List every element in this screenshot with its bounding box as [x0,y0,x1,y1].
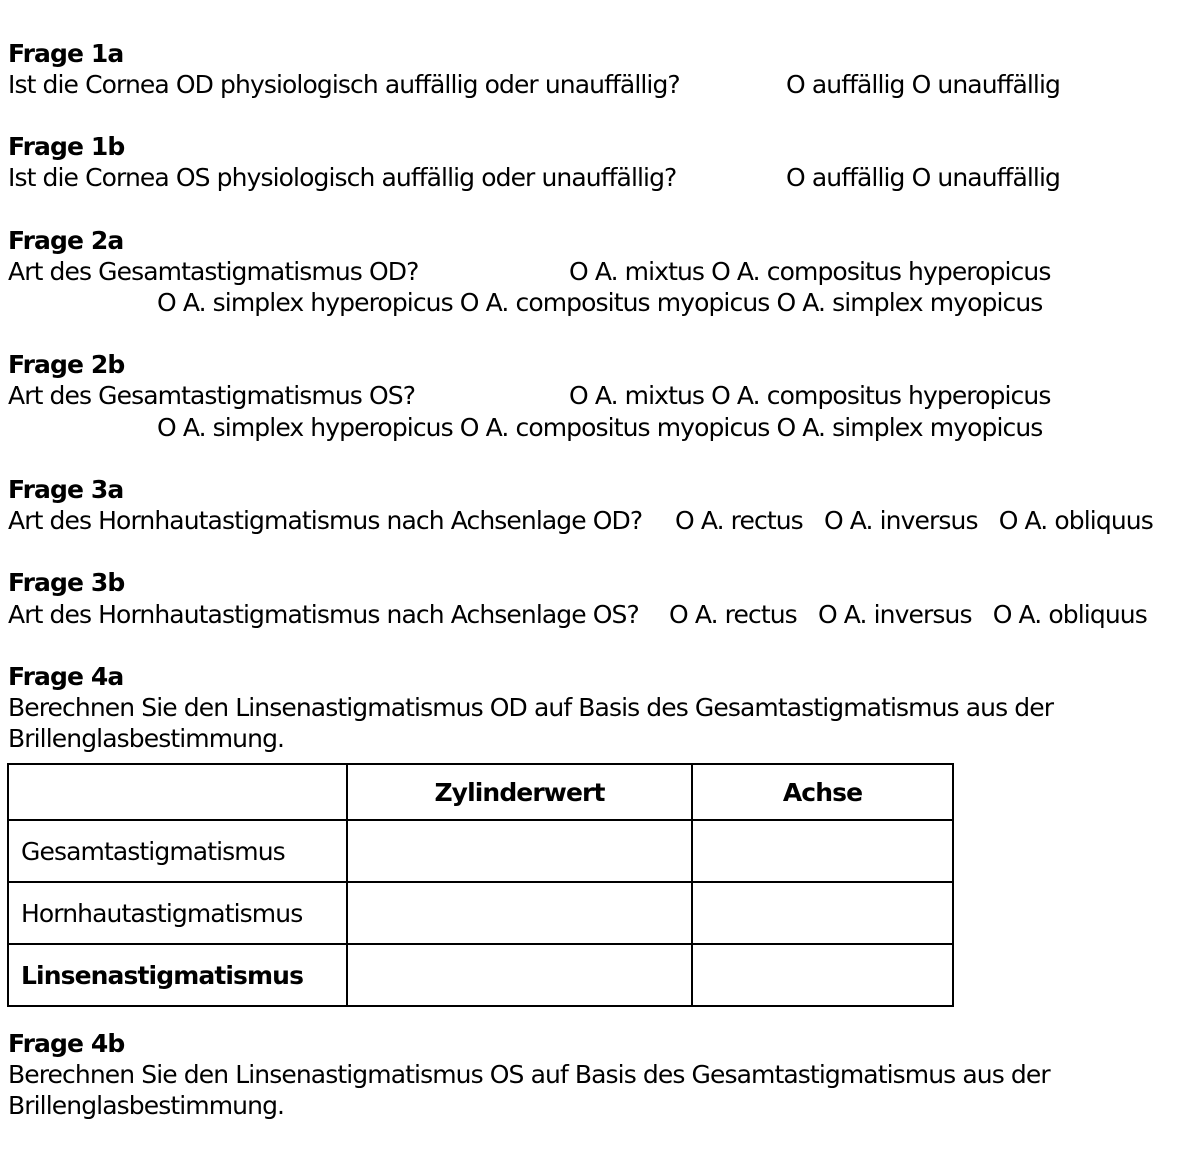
linsen-achse-cell[interactable] [692,944,953,1006]
question-1a-options[interactable]: O auffällig O unauffällig [786,70,1060,99]
hornhaut-zylinderwert-cell[interactable] [347,882,692,944]
question-2a-options-line1[interactable]: O A. mixtus O A. compositus hyperopicus [569,257,1051,286]
question-3b-title: Frage 3b [8,568,125,597]
row-label-hornhautastigmatismus: Hornhautastigmatismus [8,882,347,944]
row-label-linsenastigmatismus: Linsenastigmatismus [8,944,347,1006]
question-2b-text: Art des Gesamtastigmatismus OS? [8,381,416,410]
question-1b-text: Ist die Cornea OS physiologisch auffällig oder unauffällig? [8,163,677,192]
question-2b-options-line1[interactable]: O A. mixtus O A. compositus hyperopicus [569,381,1051,410]
table-row [8,820,953,882]
hornhaut-achse-cell[interactable] [692,882,953,944]
question-1a-title: Frage 1a [8,39,124,68]
question-4a-text: Berechnen Sie den Linsenastigmatismus OD auf Basis des Gesamtastigmatismus aus der Brillenglasbestimmung. [8,693,1054,753]
gesamt-zylinderwert-cell[interactable] [347,820,692,882]
question-4b-text: Berechnen Sie den Linsenastigmatismus OS auf Basis des Gesamtastigmatismus aus der Brillenglasbestimmung. [8,1060,1050,1120]
astigmatism-table [7,763,954,1007]
question-1a-text: Ist die Cornea OD physiologisch auffällig oder unauffällig? [8,70,680,99]
question-4b-title: Frage 4b [8,1029,125,1058]
question-1b-options[interactable]: O auffällig O unauffällig [786,163,1060,192]
question-4a-title: Frage 4a [8,662,124,691]
table-row [8,944,953,1006]
table-header-zylinderwert: Zylinderwert [347,764,692,820]
question-3a-title: Frage 3a [8,475,124,504]
table-row [8,882,953,944]
question-2b-title: Frage 2b [8,350,125,379]
question-1b-title: Frage 1b [8,132,125,161]
gesamt-achse-cell[interactable] [692,820,953,882]
table-header-empty [8,764,347,820]
question-2a-title: Frage 2a [8,226,124,255]
question-3b-options[interactable]: O A. rectus O A. inversus O A. obliquus [669,600,1147,629]
question-3a-text: Art des Hornhautastigmatismus nach Achsenlage OD? [8,506,643,535]
table-header-achse: Achse [692,764,953,820]
linsen-zylinderwert-cell[interactable] [347,944,692,1006]
row-label-gesamtastigmatismus: Gesamtastigmatismus [8,820,347,882]
question-3a-options[interactable]: O A. rectus O A. inversus O A. obliquus [675,506,1153,535]
question-2b-options-line2[interactable]: O A. simplex hyperopicus O A. compositus myopicus O A. simplex myopicus [157,413,1043,442]
question-2a-options-line2[interactable]: O A. simplex hyperopicus O A. compositus myopicus O A. simplex myopicus [157,288,1043,317]
table-header-row [8,764,953,820]
question-3b-text: Art des Hornhautastigmatismus nach Achsenlage OS? [8,600,639,629]
question-2a-text: Art des Gesamtastigmatismus OD? [8,257,419,286]
